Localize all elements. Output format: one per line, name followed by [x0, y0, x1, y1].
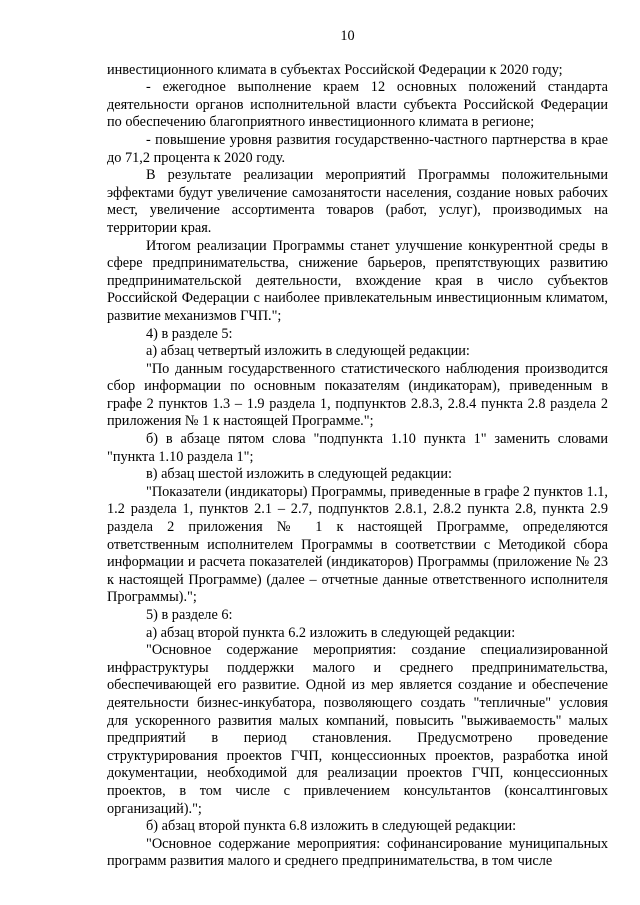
paragraph: б) в абзаце пятом слова "подпункта 1.10 пункта 1" заменить словами "пункта 1.10 раздела 1";: [107, 431, 608, 465]
paragraph: б) абзац второй пункта 6.8 изложить в следующей редакции:: [146, 818, 517, 835]
paragraph: а) абзац четвертый изложить в следующей редакции:: [146, 343, 470, 360]
paragraph: инвестиционного климата в субъектах Российской Федерации к 2020 году;: [107, 61, 563, 78]
paragraph: в) абзац шестой изложить в следующей редакции:: [146, 466, 452, 483]
paragraph: - ежегодное выполнение краем 12 основных положений стандарта деятельности органов исполнительной власти субъекта Российской Федерации по обеспечению благоприятного инвестиционного климата в регионе;: [107, 79, 608, 131]
paragraph: В результате реализации мероприятий Программы положительными эффектами будут увеличение самозанятости населения, создание новых рабочих мест, увеличение ассортимента товаров (работ, услуг), производимых на территории края.: [107, 167, 608, 236]
paragraph: - повышение уровня развития государственно-частного партнерства в крае до 71,2 процента к 2020 году.: [107, 131, 608, 166]
paragraph: Итогом реализации Программы станет улучшение конкурентной среды в сфере предпринимательства, снижение барьеров, препятствующих развитию предпринимательской деятельности, вхождение края в число субъектов Российской Федерации с наиболее привлекательным инвестиционным климатом, развитие механизмов ГЧП.";: [107, 237, 608, 324]
paragraph: 5) в разделе 6:: [146, 607, 233, 623]
paragraph: а) абзац второй пункта 6.2 изложить в следующей редакции:: [146, 624, 516, 641]
paragraph: "Показатели (индикаторы) Программы, приведенные в графе 2 пунктов 1.1, 1.2 раздела 1, пунктов 2.1 – 2.7, подпунктов 2.8.1, 2.8.2 пункта 2.8, пункта 2.9 раздела 2 приложения № 1 к настоящей Программе, определяются ответственным исполнителем Программы в соответствии с Методикой сбора информации и расчета показателей (индикаторов) Программы (приложение № 23 к настоящей Программе) (далее – отчетные данные ответственного исполнителя Программы).";: [107, 483, 608, 606]
paragraph: "По данным государственного статистического наблюдения производится сбор информации по основным показателям (индикаторам), приведенным в графе 2 пунктов 1.3 – 1.9 раздела 1, подпунктов 2.8.3, 2.8.4 пункта 2.8 раздела 2 приложения № 1 к настоящей Программе.";: [107, 360, 608, 430]
document-body: [107, 62, 608, 871]
paragraph: "Основное содержание мероприятия: софинансирование муниципальных программ развития малого и среднего предпринимательства, в том числе: [107, 835, 608, 870]
paragraph: 4) в разделе 5:: [146, 325, 233, 342]
paragraph: "Основное содержание мероприятия: создание специализированной инфраструктуры поддержки малого и среднего предпринимательства, обеспечивающей его развитие. Одной из мер является создание и обеспечение деятельности бизнес-инкубатора, позволяющего создать "тепличные" условия для ускоренного развития малых компаний, повысить "выживаемость" малых предприятий в период становления. Предусмотрено проведение структурирования проектов ГЧП, концессионных проектов, разработка иной документации, необходимой для реализации проектов ГЧП, концессионных проектов, в том числе с привлечением консультантов (консалтинговых организаций).";: [107, 642, 608, 817]
page-number: 10: [340, 28, 355, 44]
